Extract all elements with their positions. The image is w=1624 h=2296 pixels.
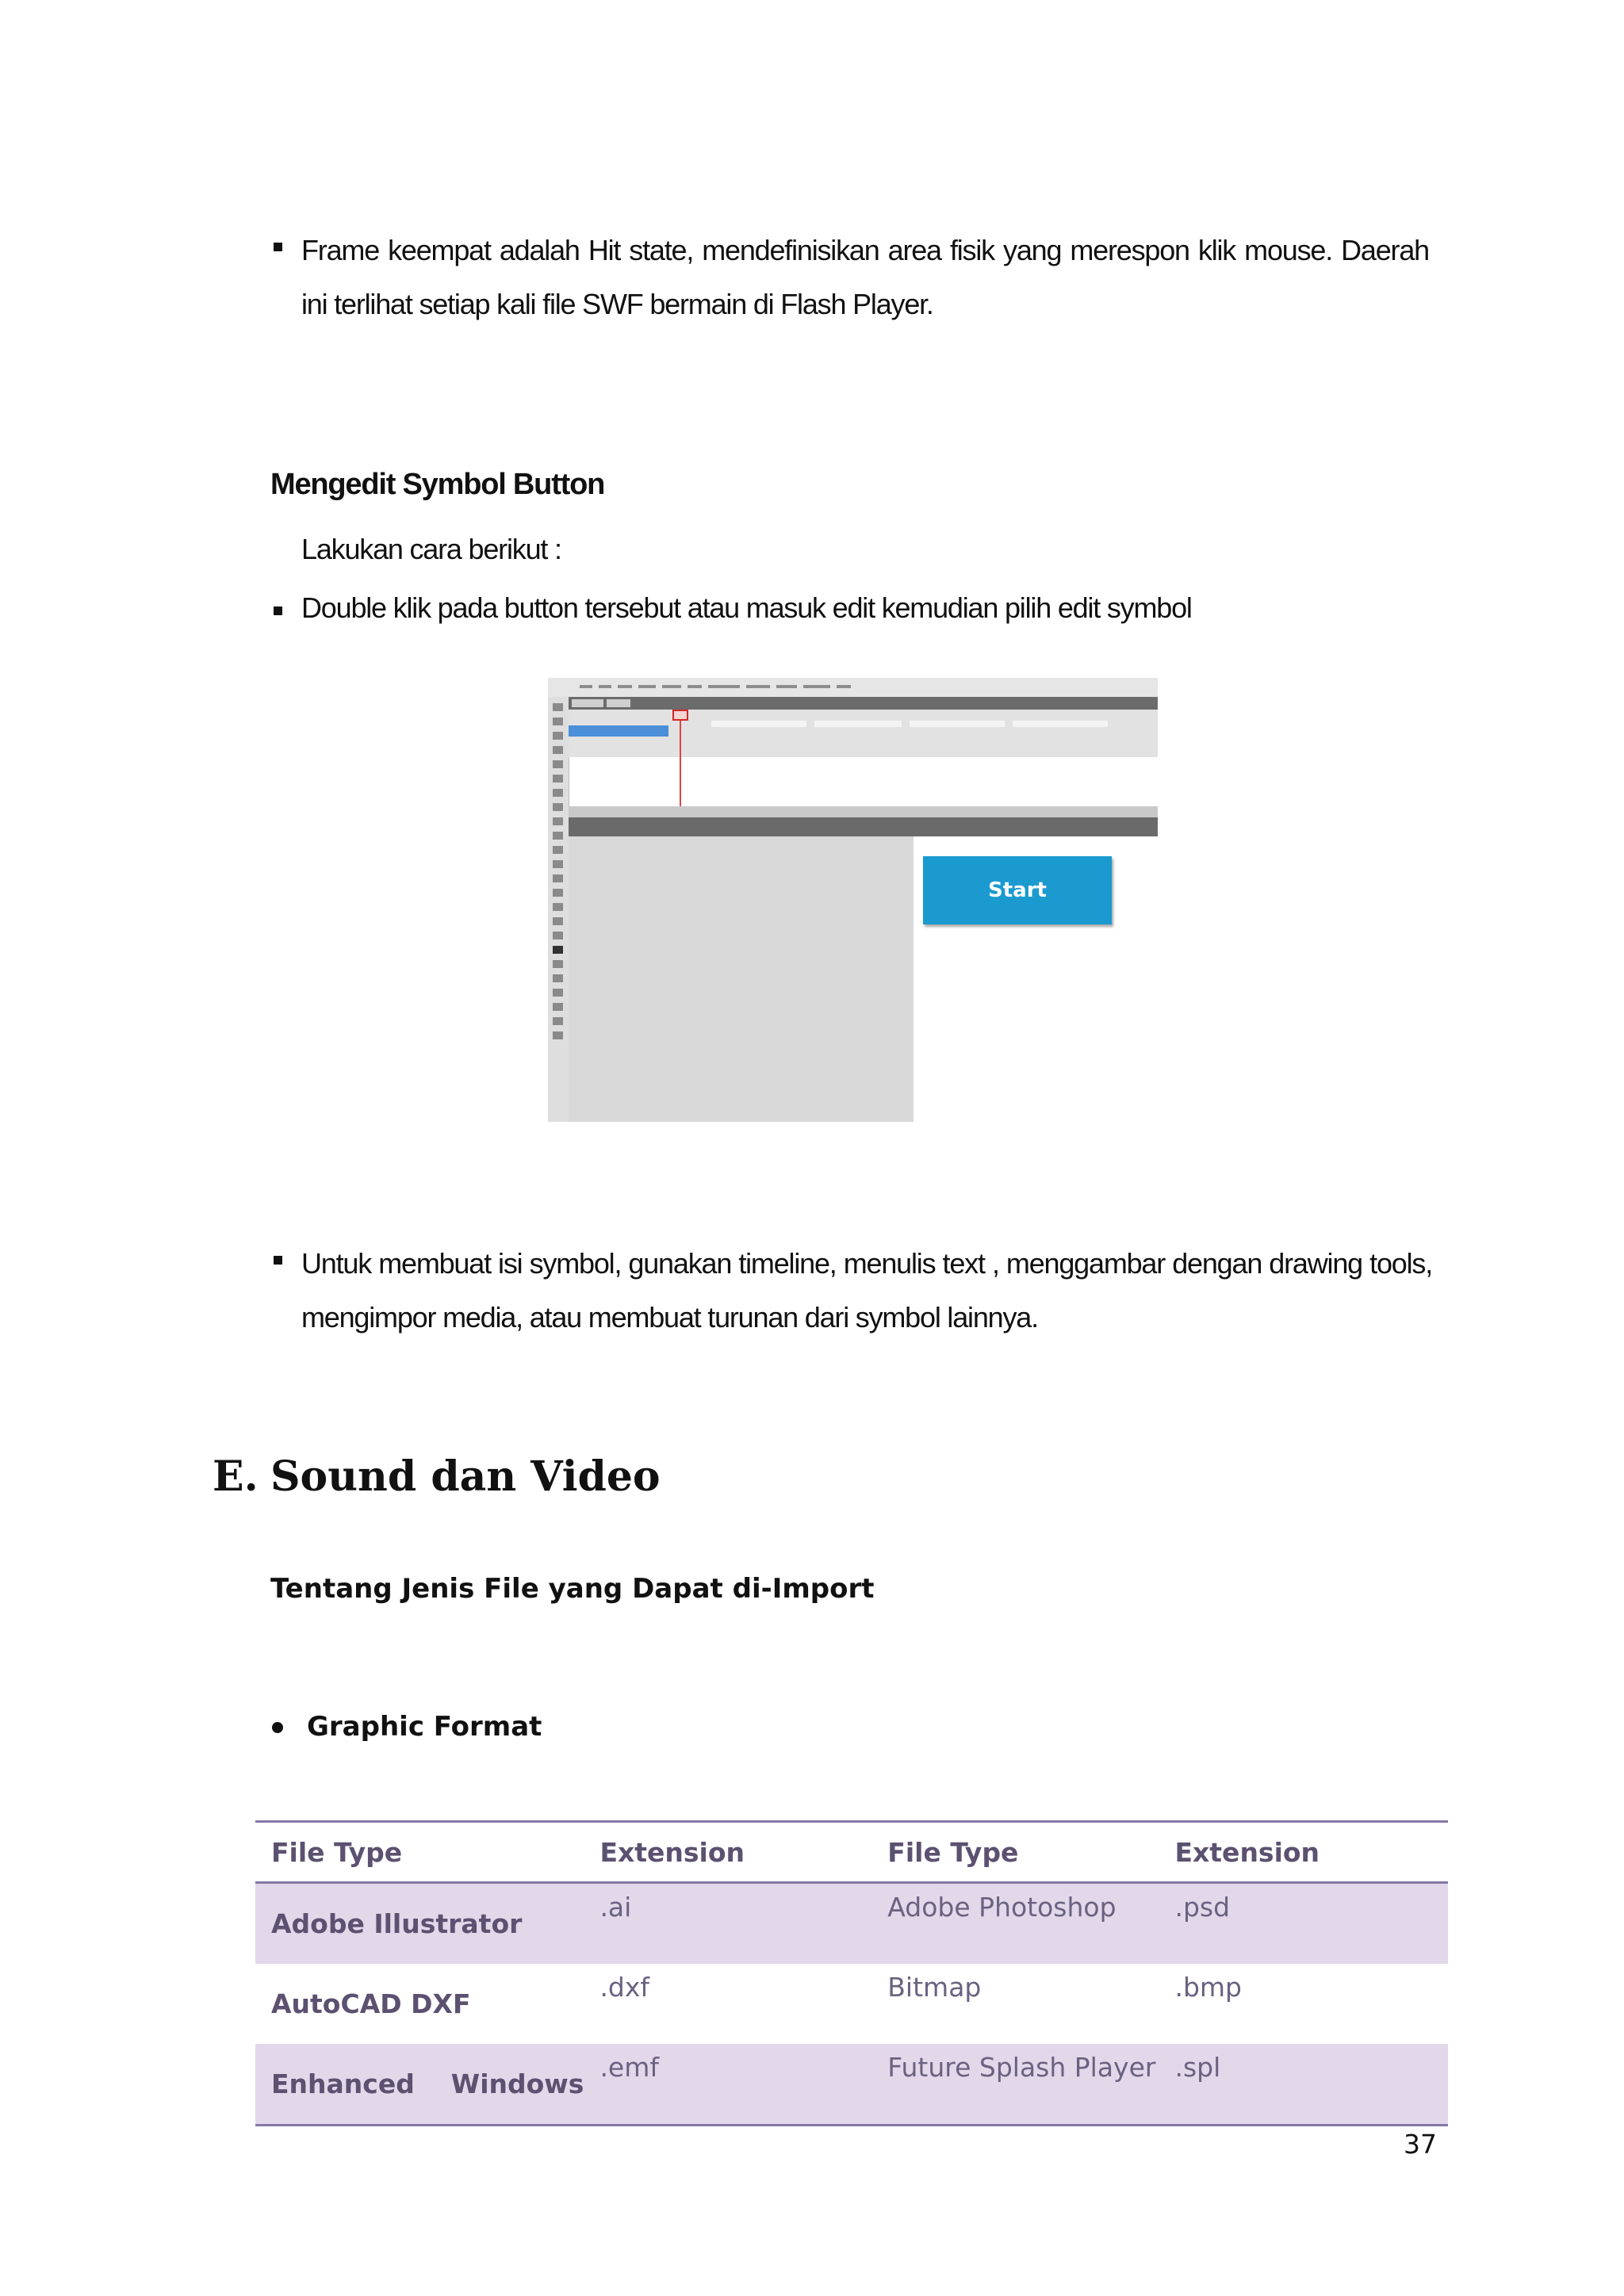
header-file-type: File Type — [871, 1822, 1159, 1883]
table-row — [255, 1964, 1448, 2044]
timeline-controls — [569, 806, 1158, 817]
step1-text: Double klik pada button tersebut atau masuk edit kemudian pilih edit symbol — [301, 591, 1192, 624]
section-letter: E. — [213, 1452, 259, 1501]
start-button-symbol: Start — [923, 856, 1112, 924]
cell-file-type: AutoCAD DXF — [271, 1988, 471, 2019]
import-subheading: Tentang Jenis File yang Dapat di-Import — [270, 1573, 875, 1605]
table-row — [255, 2044, 1448, 2126]
table-row — [255, 1883, 1448, 1965]
flash-editor-screenshot — [548, 678, 1158, 1122]
cell-extension: .spl — [1159, 2044, 1448, 2126]
step2-text: Untuk membuat isi symbol, gunakan timeline, menulis text , menggambar dengan drawing tools, mengimpor media, atau membuat turunan dari symbol lainnya. — [301, 1247, 1432, 1334]
header-extension: Extension — [1159, 1822, 1448, 1883]
cell-extension: .psd — [1159, 1883, 1448, 1965]
cell-file-type: Bitmap — [887, 1972, 982, 2003]
square-bullet-icon — [274, 1256, 282, 1265]
current-frame-marker — [672, 710, 688, 721]
mengedit-intro: Lakukan cara berikut : — [301, 533, 561, 565]
cell-extension: .emf — [584, 2044, 871, 2126]
cell-file-type: Future Splash Player — [871, 2044, 1159, 2126]
round-bullet-icon — [272, 1722, 283, 1733]
cell-file-type: Enhanced Windows — [255, 2044, 584, 2126]
timeline-layer-row — [569, 725, 668, 737]
table-header-row — [255, 1822, 1448, 1883]
hit-state-text: Frame keempat adalah Hit state, mendefinisikan area fisik yang merespon klik mouse. Daerah ini terlihat setiap kali file SWF bermain di Flash Player. — [301, 234, 1429, 320]
menu-bar — [548, 678, 1158, 698]
pasteboard-area — [569, 836, 914, 1122]
graphic-format-label: Graphic Format — [307, 1711, 542, 1743]
header-extension: Extension — [584, 1822, 871, 1883]
mengedit-heading: Mengedit Symbol Button — [270, 468, 605, 501]
square-bullet-icon — [274, 243, 282, 251]
cell-extension: .bmp — [1174, 1972, 1242, 2003]
bullet-step1 — [271, 591, 1429, 625]
cell-extension: .ai — [584, 1883, 871, 1965]
page-number: 37 — [1404, 2129, 1437, 2160]
square-bullet-icon — [274, 607, 282, 615]
graphic-format-table — [255, 1820, 1448, 2126]
tools-panel — [548, 697, 569, 1122]
timeline-tabs — [569, 697, 1158, 710]
cell-extension: .dxf — [599, 1972, 650, 2003]
edit-bar — [569, 817, 1158, 836]
header-file-type: File Type — [255, 1822, 584, 1883]
section-title: Sound dan Video — [270, 1452, 661, 1501]
cell-file-type: Adobe Illustrator — [255, 1883, 584, 1965]
bullet-step2 — [271, 1237, 1432, 1345]
bullet-hit-state — [271, 224, 1429, 331]
cell-file-type: Adobe Photoshop — [871, 1883, 1159, 1965]
